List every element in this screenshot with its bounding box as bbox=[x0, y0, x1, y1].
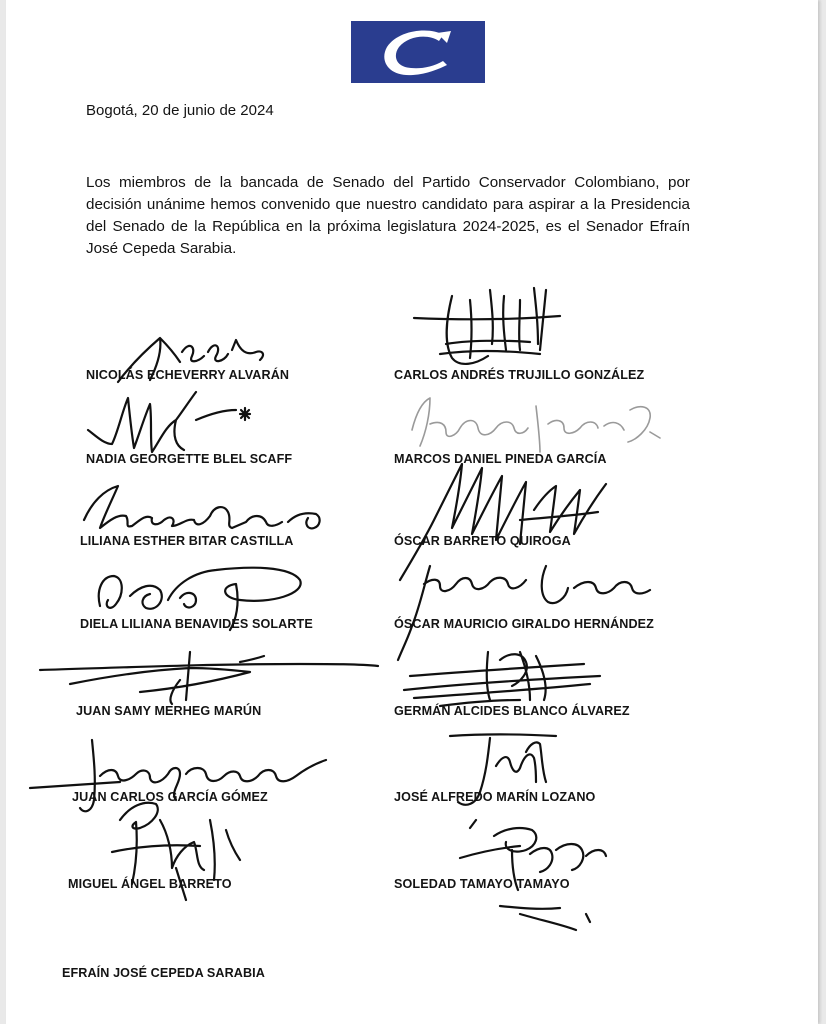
signatory-name: DIELA LILIANA BENAVIDES SOLARTE bbox=[80, 617, 313, 631]
c-logo-icon bbox=[351, 21, 485, 83]
signatory-name: SOLEDAD TAMAYO TAMAYO bbox=[394, 877, 570, 891]
signatory-name: LILIANA ESTHER BITAR CASTILLA bbox=[80, 534, 294, 548]
signatory-name: CARLOS ANDRÉS TRUJILLO GONZÁLEZ bbox=[394, 368, 645, 382]
signatory-name: MIGUEL ÁNGEL BARRETO bbox=[68, 877, 232, 891]
signatory-name: JOSÉ ALFREDO MARÍN LOZANO bbox=[394, 790, 596, 804]
party-logo bbox=[351, 21, 485, 83]
signatory-name: JUAN CARLOS GARCÍA GÓMEZ bbox=[72, 790, 268, 804]
document-page bbox=[6, 0, 818, 1024]
document-date: Bogotá, 20 de junio de 2024 bbox=[86, 102, 274, 119]
signatory-name: NADIA GEORGETTE BLEL SCAFF bbox=[86, 452, 293, 466]
candidate-name: EFRAÍN JOSÉ CEPEDA SARABIA bbox=[62, 966, 265, 980]
signatory-name: MARCOS DANIEL PINEDA GARCÍA bbox=[394, 452, 607, 466]
signatory-name: NICOLÁS ECHEVERRY ALVARÁN bbox=[86, 368, 290, 382]
signatory-name: JUAN SAMY MERHEG MARÚN bbox=[76, 704, 262, 718]
signatory-name: ÓSCAR BARRETO QUIROGA bbox=[394, 534, 571, 548]
signatory-name: ÓSCAR MAURICIO GIRALDO HERNÁNDEZ bbox=[394, 617, 654, 631]
signatory-name: GERMÁN ALCIDES BLANCO ÁLVAREZ bbox=[394, 704, 630, 718]
document-body: Los miembros de la bancada de Senado del Partido Conservador Colombiano, por decisión unánime hemos convenido que nuestro candidato para aspirar a la Presidencia del Senado de la República en la próxima legislatura 2024-2025, es el Senador Efraín José Cepeda Sarabia. bbox=[86, 174, 690, 257]
